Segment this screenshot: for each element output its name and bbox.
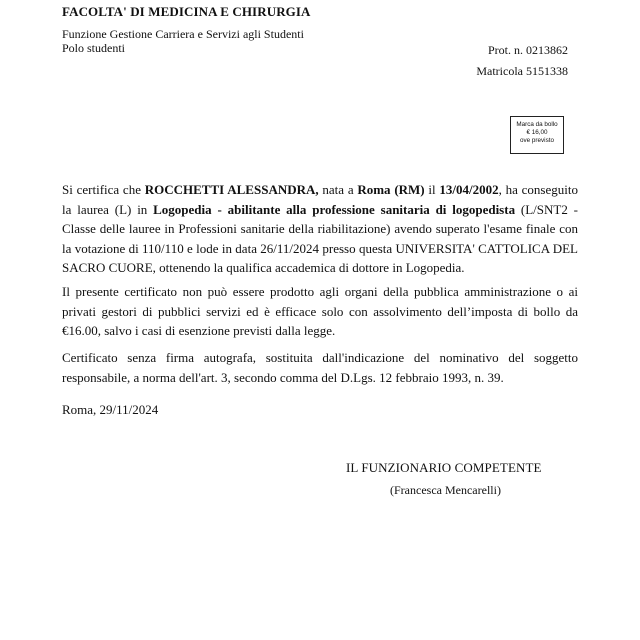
stamp-note: ove previsto (520, 137, 554, 144)
degree-details-text: (L/SNT2 - Classe delle lauree in Professioni sanitarie della riabilitazione) avendo superato l'esame finale con la votazione di 110/110 e lode in data 26/11/2024 presso questa UNIVERSITA' CATTOLICA DEL SACRO CUORE, ottenendo la qualifica accademica di dottore in Logopedia. (62, 201, 578, 275)
office-name: Funzione Gestione Carriera e Servizi agli Studenti (62, 27, 304, 41)
birthplace: Roma (RM) (357, 182, 425, 197)
revenue-stamp-box (510, 116, 564, 154)
protocol-number: Prot. n. 0213862 (487, 43, 568, 57)
certificate-paragraph-2: Il presente certificato non può essere prodotto agli organi della pubblica amministrazione o ai privati gestori di pubblici servizi ed è efficace solo con assolvimento dell’imposta di bollo da €16.00, salvo i casi di esenzione previsti dalla legge. (62, 284, 578, 338)
matricola-number: Matricola 5151338 (476, 64, 568, 78)
place-date: Roma, 29/11/2024 (62, 402, 159, 417)
signer-name: (Francesca Mencarelli) (390, 483, 501, 497)
student-name: ROCCHETTI ALESSANDRA, (144, 182, 319, 197)
faculty-title: FACOLTA' DI MEDICINA E CHIRURGIA (62, 4, 311, 19)
office-subname: Polo studenti (62, 41, 126, 55)
intro-text: Si certifica che (62, 182, 145, 197)
stamp-amount: € 16,00 (526, 129, 548, 136)
certificate-paragraph-1 (62, 180, 578, 278)
il-text: il (424, 182, 440, 197)
degree-intro-text: , ha conseguito la laurea (L) in (62, 182, 578, 217)
birth-date: 13/04/2002 (439, 182, 499, 197)
degree-name: Logopedia - abilitante alla professione sanitaria di logopedista (153, 201, 516, 217)
born-text: nata a (318, 182, 358, 197)
stamp-label: Marca da bollo (516, 121, 558, 128)
signer-title: IL FUNZIONARIO COMPETENTE (346, 460, 542, 475)
certificate-paragraph-3: Certificato senza firma autografa, sostituita dall'indicazione del nominativo del soggetto responsabile, a norma dell'art. 3, secondo comma del D.Lgs. 12 febbraio 1993, n. 39. (62, 350, 578, 385)
